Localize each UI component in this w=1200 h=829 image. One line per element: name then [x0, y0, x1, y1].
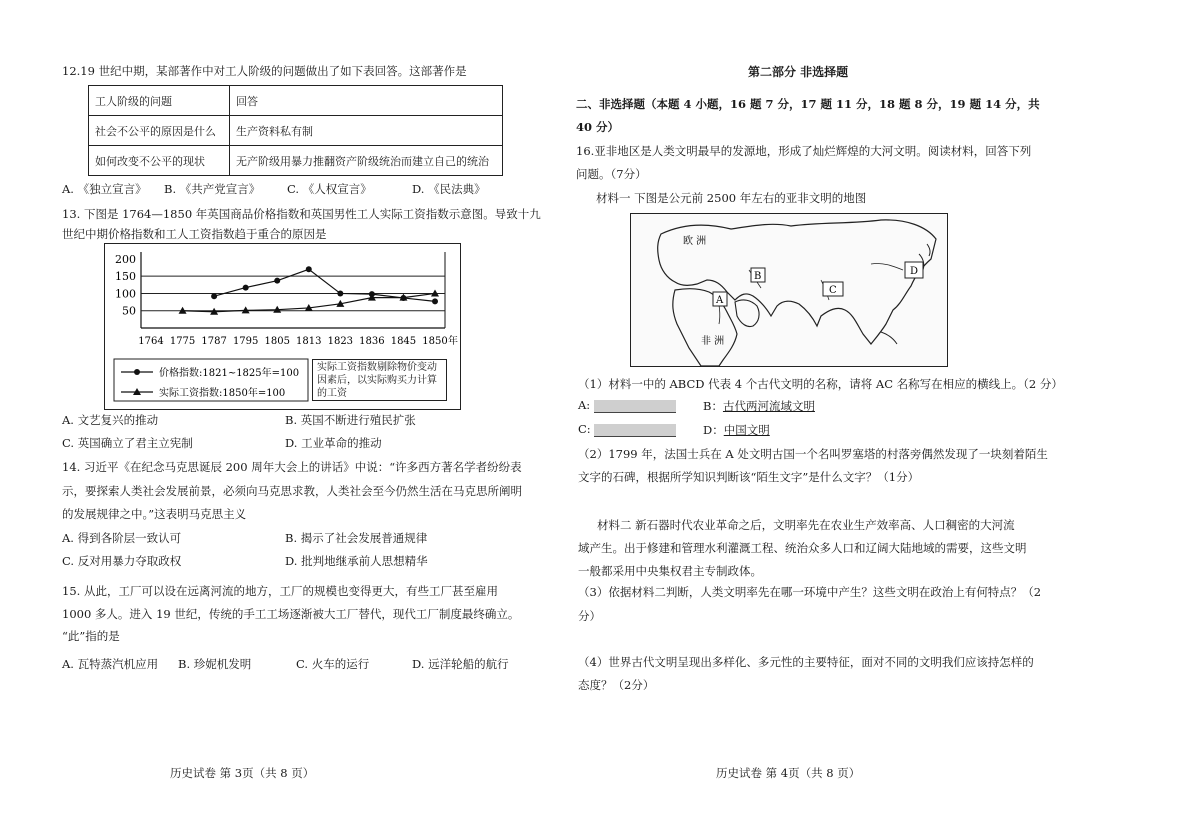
q15-stem-line2: 1000 多人。进入 19 世纪，传统的手工工场逐渐被大工厂替代，现代工厂制度最终确立。: [62, 607, 520, 621]
q13-option-a: A. 文艺复兴的推动: [62, 413, 159, 427]
x-tick-label: 1775: [169, 336, 196, 347]
q16-sub4-line2: 态度？（2分）: [578, 678, 655, 692]
q14-stem-line2: 示，要探索人类社会发展前景，必须向马克思求教，人类社会至今仍然生活在马克思所阐明: [62, 484, 522, 498]
x-tick-label: 1764: [138, 336, 164, 347]
q15-option-d: D. 远洋轮船的航行: [412, 657, 509, 671]
q16-stem-line2: 问题。（7分）: [576, 167, 647, 181]
table-cell: 回答: [230, 86, 503, 116]
legend-label-wage: 实际工资指数:1850年=100: [159, 388, 286, 399]
chart-note-box: [312, 359, 447, 401]
x-tick-label: 1845: [390, 336, 417, 347]
x-axis-unit: 年: [448, 336, 458, 347]
q12-option-d: D. 《民法典》: [412, 182, 486, 196]
page-footer-right: 历史试卷 第 4页（共 8 页）: [716, 766, 861, 780]
q13-option-b: B. 英国不断进行殖民扩张: [285, 413, 416, 427]
q12-option-b: B. 《共产党宣言》: [164, 182, 261, 196]
q12-table: [88, 85, 503, 176]
q15-stem-line1: 15. 从此，工厂可以设在远离河流的地方，工厂的规模也变得更大，有些工厂甚至雇用: [62, 584, 498, 598]
ancient-civilizations-map: [630, 213, 948, 367]
q16-sub3-line2: 分）: [578, 609, 601, 623]
table-cell: 社会不公平的原因是什么: [89, 116, 230, 146]
table-row: [89, 146, 503, 176]
q12-option-c: C. 《人权宣言》: [287, 182, 372, 196]
q16-sub2-line1: （2）1799 年，法国士兵在 A 处文明古国一个名叫罗塞塔的村落旁偶然发现了一块刻着陌生: [578, 447, 1048, 461]
q13-option-c: C. 英国确立了君主立宪制: [62, 436, 193, 450]
price-index-point: [306, 266, 312, 272]
map-river-huanghe: [871, 263, 903, 270]
q16-sub4-line1: （4）世界古代文明呈现出多样化、多元性的主要特征，面对不同的文明我们应该持怎样的: [578, 655, 1034, 669]
table-cell: 工人阶级的问题: [89, 86, 230, 116]
map-label-europe: 欧 洲: [683, 236, 707, 247]
q13-option-d: D. 工业革命的推动: [285, 436, 382, 450]
price-index-point: [337, 290, 343, 296]
x-tick-label: 1787: [201, 336, 227, 347]
table-cell: 无产阶级用暴力推翻资产阶级统治而建立自己的统治: [230, 146, 503, 176]
map-marker-d: D: [910, 266, 919, 277]
table-row: [89, 116, 503, 146]
q14-stem-line1: 14. 习近平《在纪念马克思诞辰 200 周年大会上的讲话》中说：“许多西方著名学者纷纷表: [62, 460, 522, 474]
x-tick-label: 1805: [264, 336, 290, 347]
legend-label-price: 价格指数:1821~1825年=100: [159, 368, 300, 379]
answer-b-label: B：: [703, 399, 723, 413]
part-title: 第二部分 非选择题: [748, 65, 849, 79]
q15-option-c: C. 火车的运行: [296, 657, 370, 671]
q14-option-d: D. 批判地继承前人思想精华: [285, 554, 428, 568]
map-marker-b: B: [754, 271, 762, 282]
q16-sub1: （1）材料一中的 ABCD 代表 4 个古代文明的名称，请将 AC 名称写在相应的横线上。（2 分）: [578, 377, 1063, 391]
q16-stem-line1: 16.亚非地区是人类文明最早的发源地，形成了灿烂辉煌的大河文明。阅读材料，回答下列: [576, 144, 1032, 158]
q15-option-b: B. 珍妮机发明: [178, 657, 252, 671]
y-tick-label: 150: [115, 270, 136, 284]
answer-b-value: 古代两河流域文明: [722, 399, 815, 413]
q14-option-c: C. 反对用暴力夺取政权: [62, 554, 182, 568]
answer-line-b: [703, 398, 815, 414]
x-tick-label: 1823: [327, 336, 354, 347]
page-footer-left: 历史试卷 第 3页（共 8 页）: [170, 766, 315, 780]
answer-d-label: D：: [703, 423, 724, 437]
chart-note: 实际工资指数剔除物价变动因素后，以实际购买力计算的工资: [317, 362, 437, 399]
x-tick-label: 1836: [359, 336, 385, 347]
section-heading-line1: 二、非选择题（本题 4 小题，16 题 7 分，17 题 11 分，18 题 8 分，19 题 14 分，共: [576, 97, 1040, 111]
price-index-point: [274, 278, 280, 284]
q15-stem-line3: “此”指的是: [62, 629, 120, 643]
material1-caption: 材料一 下图是公元前 2500 年左右的亚非文明的地图: [596, 191, 867, 205]
table-cell: 如何改变不公平的现状: [89, 146, 230, 176]
map-marker-a: A: [716, 295, 724, 306]
material2-line3: 一般都采用中央集权君主专制政体。: [578, 564, 762, 578]
price-index-point: [432, 298, 438, 304]
y-tick-label: 200: [115, 252, 136, 266]
x-tick-label: 1795: [232, 336, 259, 347]
price-index-point: [243, 285, 249, 291]
answer-line-c: [578, 422, 676, 437]
map-coastline-arabia: [735, 300, 759, 327]
material2-line2: 域产生。出于修建和管理水利灌溉工程、统治众多人口和辽阔大陆地域的需要，这些文明: [578, 541, 1027, 555]
answer-a-label: A:: [578, 398, 591, 412]
map-svg: [631, 214, 947, 366]
price-index-point: [211, 293, 217, 299]
x-tick-label: 1850: [422, 336, 448, 347]
table-row: [89, 86, 503, 116]
q13-chart: [104, 243, 461, 410]
q14-option-b: B. 揭示了社会发展普通规律: [285, 531, 428, 545]
q13-stem-line1: 13. 下图是 1764—1850 年英国商品价格指数和英国男性工人实际工资指数示意图。导致十九: [62, 207, 541, 221]
q14-option-a: A. 得到各阶层一致认可: [62, 531, 182, 545]
answer-c-label: C:: [578, 422, 591, 436]
answer-line-a: [578, 398, 676, 413]
q16-sub3-line1: （3）依据材料二判断，人类文明率先在哪一环境中产生？这些文明在政治上有何特点？（2: [578, 585, 1042, 599]
material2-line1: 材料二 新石器时代农业革命之后，文明率先在农业生产效率高、人口稠密的大河流: [597, 518, 1015, 532]
y-tick-label: 50: [122, 304, 136, 318]
q13-stem-line2: 世纪中期价格指数和工人工资指数趋于重合的原因是: [62, 227, 327, 241]
y-tick-label: 100: [115, 287, 136, 301]
answer-d-value: 中国文明: [723, 423, 770, 437]
q12-stem: 12.19 世纪中期，某部著作中对工人阶级的问题做出了如下表回答。这部著作是: [62, 64, 467, 78]
section-heading-line2: 40 分）: [576, 120, 620, 134]
answer-line-d: [703, 422, 770, 438]
table-cell: 生产资料私有制: [230, 116, 503, 146]
q14-stem-line3: 的发展规律之中。”这表明马克思主义: [62, 507, 247, 521]
q12-option-a: A. 《独立宣言》: [62, 182, 147, 196]
map-marker-c: C: [829, 285, 837, 296]
answer-a-blank[interactable]: [594, 400, 676, 413]
wage-index-point: [431, 289, 439, 296]
q16-sub2-line2: 文字的石碑，根据所学知识判断该“陌生文字”是什么文字？（1分）: [578, 470, 920, 484]
answer-c-blank[interactable]: [594, 424, 676, 437]
q15-option-a: A. 瓦特蒸汽机应用: [62, 657, 159, 671]
legend-marker-price: [134, 369, 140, 375]
x-tick-label: 1813: [296, 336, 322, 347]
map-label-africa: 非 洲: [701, 336, 725, 347]
